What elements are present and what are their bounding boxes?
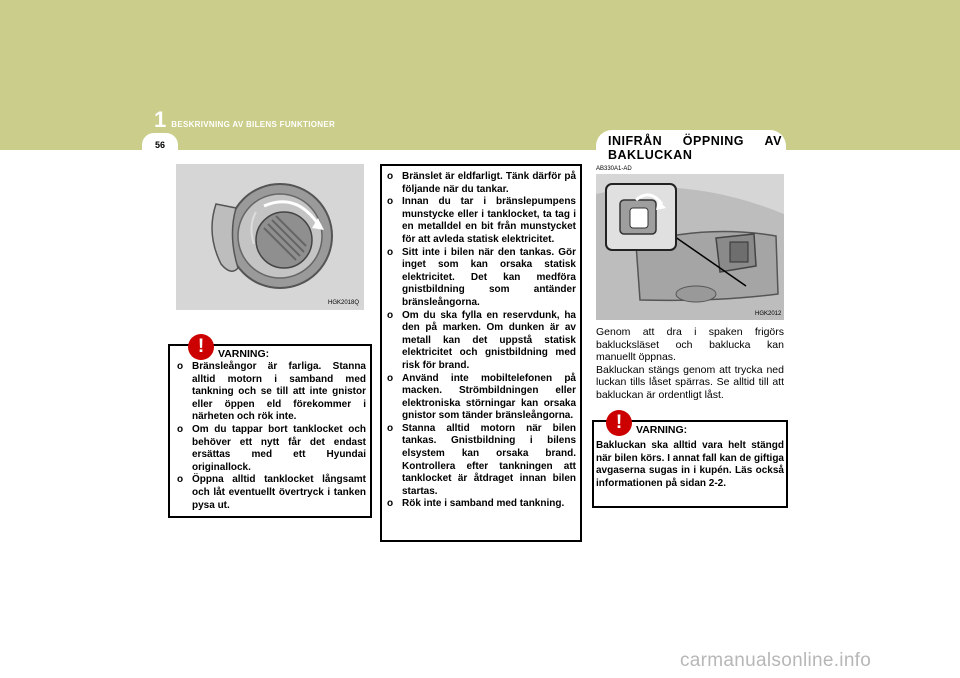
warning-title: VARNING: bbox=[636, 424, 688, 436]
section-title-line2: BAKLUCKAN bbox=[608, 148, 693, 162]
chapter-title: BESKRIVNING AV BILENS FUNKTIONER bbox=[171, 120, 336, 129]
list-item: o Öppna alltid tanklocket långsamt och låt eventuellt övertryck i tanken pysa ut. bbox=[174, 474, 366, 512]
section-title-word: INIFRÅN bbox=[608, 134, 663, 148]
section-code: AB330A1-AD bbox=[596, 166, 632, 172]
section-title-line1 bbox=[608, 134, 782, 148]
refuel-safety-list bbox=[384, 171, 576, 511]
section-title bbox=[608, 134, 782, 162]
section-title-word: ÖPPNING bbox=[682, 134, 744, 148]
trunk-warning-text: Bakluckan ska alltid vara helt stängd när bilen körs. I annat fall kan de giftiga avgaserna sugas in i kupén. Läs också informationen på sidan 2-2. bbox=[596, 440, 784, 489]
trunk-release-instructions bbox=[596, 326, 784, 401]
fuel-warning-list bbox=[174, 361, 366, 512]
fuel-cap-image bbox=[176, 164, 364, 310]
page-number: 56 bbox=[154, 140, 165, 150]
paragraph: Bakluckan stängs genom att trycka ned luckan tills låset spärras. Se alltid till att bakluckan är ordentligt låst. bbox=[596, 363, 784, 401]
warning-icon: ! bbox=[188, 334, 214, 360]
warning-icon: ! bbox=[606, 410, 632, 436]
section-title-word: AV bbox=[764, 134, 782, 148]
fuel-cap-illustration bbox=[176, 164, 364, 310]
header-band bbox=[0, 0, 960, 150]
image-code-trunk: HGK2012 bbox=[755, 311, 782, 317]
chapter-heading bbox=[154, 109, 335, 131]
list-item: o Om du tappar bort tanklocket och behöver ett nytt får det endast ersättas med ett Hyundai originallock. bbox=[174, 424, 366, 474]
list-item: o Bränsleångor är farliga. Stanna alltid motorn i samband med tankning och se till att inte gnistor eller öppen eld förekommer i närheten och rök inte. bbox=[174, 361, 366, 424]
list-item: o Om du ska fylla en reservdunk, ha den på marken. Om dunken är av metall kan det uppstå statisk elektricitet och gnistbildning med risk för brand. bbox=[384, 310, 576, 373]
warning-title: VARNING: bbox=[218, 348, 270, 360]
list-item: o Stanna alltid motorn när bilen tankas. Gnistbildning i bilens elsystem kan orsaka brand. Kontrollera efter tankningen att tanklocket är åtdraget innan bilen startas. bbox=[384, 423, 576, 499]
trunk-release-illustration bbox=[596, 174, 784, 320]
list-item: o Rök inte i samband med tankning. bbox=[384, 498, 576, 511]
image-code-fuel-cap: HGK2018Q bbox=[328, 300, 360, 306]
list-item: o Sitt inte i bilen när den tankas. Gör inget som kan orsaka statisk elektricitet. Det kan medföra gnistbildning som antänder bränsleångorna. bbox=[384, 247, 576, 310]
watermark: carmanualsonline.info bbox=[680, 650, 872, 671]
trunk-release-image bbox=[596, 174, 784, 320]
list-item: o Bränslet är eldfarligt. Tänk därför på följande när du tankar. bbox=[384, 171, 576, 196]
paragraph: Genom att dra i spaken frigörs baklucksläset och baklucka kan manuellt öppnas. bbox=[596, 326, 784, 363]
list-item: o Använd inte mobiltelefonen på macken. Strömbildningen eller elektroniska störningar kan orsaka gnistor som tänder bränsleångorna. bbox=[384, 373, 576, 423]
chapter-number: 1 bbox=[154, 107, 167, 132]
list-item: o Innan du tar i bränslepumpens munstycke eller i tanklocket, ta tag i en metalldel en bit från munstycket för att avleda statisk elektricitet. bbox=[384, 196, 576, 246]
